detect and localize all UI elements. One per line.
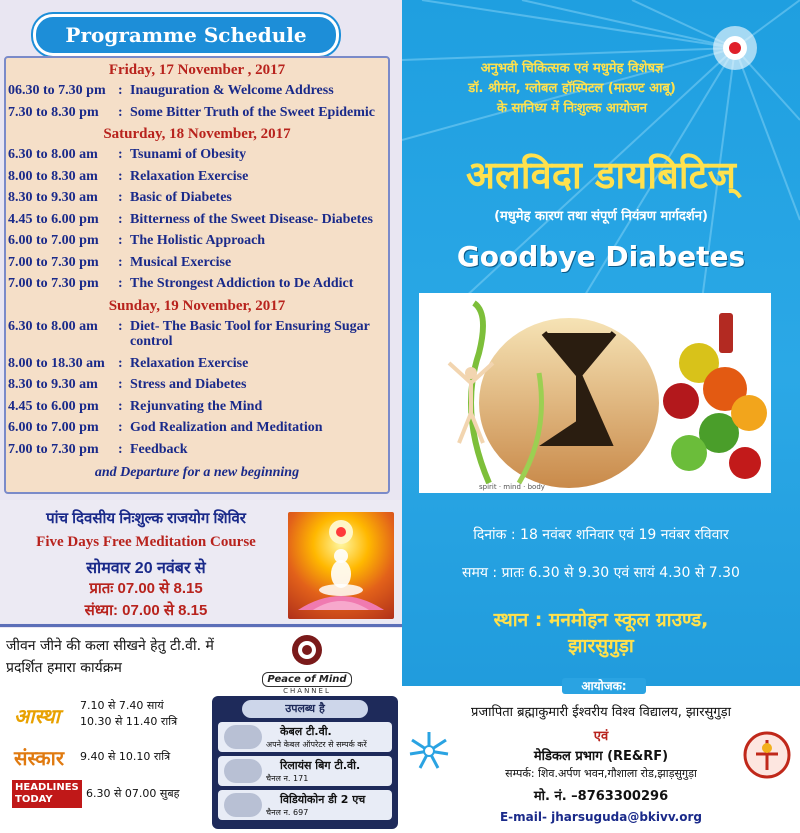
schedule-topic: Stress and Diabetes [130, 377, 247, 392]
schedule-time: 4.45 to 6.00 pm [8, 398, 99, 414]
satellite-dish-icon [224, 725, 262, 749]
channel-sanskar: संस्कार [14, 746, 65, 770]
dish-tv-icon [224, 759, 262, 783]
schedule-time: 6.00 to 7.00 pm [8, 233, 99, 248]
schedule-topic: Bitterness of the Sweet Disease- Diabetes [130, 211, 373, 227]
organizer-label: आयोजक: [562, 678, 646, 694]
schedule-time: 7.30 to 8.30 pm [8, 104, 99, 120]
schedule-row [8, 399, 386, 415]
schedule-topic: Diet- The Basic Tool for Ensuring Sugar control [130, 318, 370, 349]
schedule-topic: The Holistic Approach [130, 233, 266, 248]
schedule-time: 8.30 to 9.30 am [8, 190, 98, 205]
schedule-row [8, 169, 386, 185]
channel-aastha: आस्था [14, 704, 60, 728]
channel-sanskar-times: 9.40 से 10.10 रात्रि [80, 750, 171, 763]
schedule-separator: : [118, 276, 123, 291]
schedule-row [8, 105, 386, 121]
channel-aastha-times: 7.10 से 7.40 सायं 10.30 से 11.40 रात्रि [80, 699, 178, 728]
pom-logo-text: Peace of Mind [262, 672, 352, 687]
organizer-line-2: मेडिकल प्रभाग (RE&RF) [533, 749, 669, 764]
meditation-morning: प्रातः 07.00 से 8.15 [89, 580, 203, 597]
availability-reliance [218, 756, 392, 786]
schedule-row [8, 442, 386, 458]
schedule-row [8, 420, 386, 436]
schedule-row [8, 147, 386, 163]
intro-line-2: डॉ. श्रीमंत, ग्लोबल हॉस्पिटल (माउण्ट आबू) [468, 81, 676, 96]
schedule-footer: and Departure for a new beginning [94, 465, 300, 480]
schedule-time: 8.00 to 18.30 am [8, 355, 105, 371]
schedule-row [8, 356, 386, 372]
schedule-separator: : [118, 233, 123, 248]
organizer-email: E-mail- jharsuguda@bkivv.org [499, 810, 702, 824]
schedule-topic: Tsunami of Obesity [130, 147, 247, 162]
event-date: दिनांक : 18 नवंबर शनिवार एवं 19 नवंबर रविवार [473, 527, 729, 543]
schedule-row [8, 276, 386, 292]
wellness-photo [419, 293, 771, 493]
meditation-evening: संध्या: 07.00 से 8.15 [84, 602, 208, 619]
schedule-separator: : [118, 420, 123, 435]
organizer-box [402, 679, 800, 833]
availability-videocon [218, 790, 392, 820]
schedule-topic: Relaxation Exercise [130, 355, 249, 371]
schedule-row [8, 190, 386, 206]
schedule-separator: : [118, 190, 123, 205]
intro-line-3: के सानिध्य में निःशुल्क आयोजन [497, 101, 647, 116]
schedule-topic: The Strongest Addiction to De Addict [130, 276, 354, 291]
schedule-topic: Basic of Diabetes [130, 190, 232, 205]
schedule-separator: : [118, 377, 123, 392]
tv-heading-1: जीवन जीने की कला सीखने हेतु टी.वी. में [6, 638, 214, 654]
schedule-time: 4.45 to 6.00 pm [8, 211, 99, 227]
schedule-row [8, 319, 386, 349]
pom-channel-text: CHANNEL [283, 687, 331, 695]
schedule-separator: : [118, 254, 123, 270]
meditation-image [288, 512, 394, 619]
organizer-contact: सम्पर्क: शिव.अर्पण भवन,गौशाला रोड,झाड़सुगुड़ा [505, 767, 697, 780]
intro-line-1: अनुभवी चिकित्सक एवं मधुमेह विशेषज्ञ [480, 61, 664, 76]
schedule-time: 7.00 to 7.30 pm [8, 254, 99, 270]
meditation-hindi-title: पांच दिवसीय निःशुल्क राजयोग शिविर [46, 510, 246, 527]
tv-heading-2: प्रदर्शित हमारा कार्यक्रम [6, 660, 122, 676]
schedule-separator: : [118, 441, 123, 457]
schedule-title: Programme Schedule [33, 14, 339, 56]
meditation-english-title: Five Days Free Meditation Course [36, 534, 256, 550]
schedule-time: 7.00 to 7.30 pm [8, 441, 99, 457]
schedule-separator: : [118, 355, 123, 371]
organizer-mobile: मो. नं. –8763300296 [533, 789, 669, 804]
availability-box [212, 696, 398, 829]
schedule-time: 7.00 to 7.30 pm [8, 276, 99, 291]
event-venue-2: झारसुगुड़ा [568, 635, 634, 657]
event-venue-1: स्थान : मनमोहन स्कूल ग्राउण्ड, [493, 609, 709, 631]
event-hindi-title: अलविदा डायबिटिज् [466, 153, 736, 197]
schedule-box [4, 56, 390, 494]
schedule-time: 6.00 to 7.00 pm [8, 420, 99, 435]
photo-caption: spirit · mind · body [479, 483, 545, 491]
schedule-time: 8.30 to 9.30 am [8, 377, 98, 392]
schedule-row [8, 83, 386, 99]
schedule-topic: Rejunvating the Mind [130, 398, 263, 414]
schedule-row [8, 233, 386, 249]
event-subtitle: (मधुमेह कारण तथा संपूर्ण नियंत्रण मार्गदर्शन) [494, 209, 708, 224]
channel-headlines-times: 6.30 से 07.00 सुबह [86, 787, 180, 800]
availability-videocon-title: विडियोकोन डी 2 एच [280, 793, 366, 806]
schedule-row [8, 377, 386, 393]
schedule-time: 6.30 to 8.00 am [8, 318, 98, 334]
schedule-time: 8.00 to 8.30 am [8, 168, 98, 184]
availability-reliance-title: रिलायंस बिग टी.वी. [280, 759, 361, 772]
organizer-line-1: प्रजापिता ब्रह्माकुमारी ईश्वरीय विश्व विद्यालय, झारसुगुड़ा [471, 705, 731, 720]
schedule-separator: : [118, 398, 123, 414]
schedule-separator: : [118, 211, 123, 227]
schedule-separator: : [118, 318, 123, 334]
availability-cable-title: केबल टी.वी. [280, 725, 332, 738]
schedule-day-heading: Friday, 17 November , 2017 [108, 62, 286, 78]
schedule-separator: : [118, 147, 123, 162]
sunburst-logo-icon [408, 730, 450, 772]
set-top-box-icon [224, 793, 262, 817]
schedule-row [8, 212, 386, 228]
schedule-topic: Inauguration & Welcome Address [130, 83, 334, 98]
peace-of-mind-logo [262, 632, 352, 695]
availability-title: उपलब्ध है [242, 700, 368, 718]
channel-headlines: HEADLINES TODAY [12, 780, 82, 808]
schedule-time: 6.30 to 8.00 am [8, 147, 98, 162]
schedule-topic: Feedback [130, 441, 188, 457]
event-time: समय : प्रातः 6.30 से 9.30 एवं सायं 4.30 से 7.30 [462, 565, 740, 581]
organizer-and: एवं [593, 729, 609, 744]
divider [0, 624, 402, 627]
schedule-topic: Relaxation Exercise [130, 168, 249, 184]
schedule-day-heading: Sunday, 19 November, 2017 [108, 297, 286, 314]
schedule-topic: God Realization and Meditation [130, 420, 323, 435]
schedule-row [8, 255, 386, 271]
availability-cable [218, 722, 392, 752]
event-english-title: Goodbye Diabetes [456, 240, 746, 273]
schedule-topic: Musical Exercise [130, 254, 232, 270]
meditation-start: सोमवार 20 नवंबर से [86, 560, 206, 577]
schedule-day-heading: Saturday, 18 November, 2017 [103, 126, 291, 142]
medical-wing-emblem-icon [742, 730, 792, 780]
availability-cable-sub: अपने केबल ऑपरेटर से सम्पर्क करें [266, 740, 367, 749]
availability-videocon-sub: चैनल न. 697 [266, 808, 309, 817]
schedule-topic: Some Bitter Truth of the Sweet Epidemic [130, 104, 375, 120]
schedule-separator: : [118, 104, 123, 120]
schedule-separator: : [118, 168, 123, 184]
schedule-separator: : [118, 83, 123, 98]
schedule-time: 06.30 to 7.30 pm [8, 83, 106, 98]
availability-reliance-sub: चैनल न. 171 [266, 774, 309, 783]
